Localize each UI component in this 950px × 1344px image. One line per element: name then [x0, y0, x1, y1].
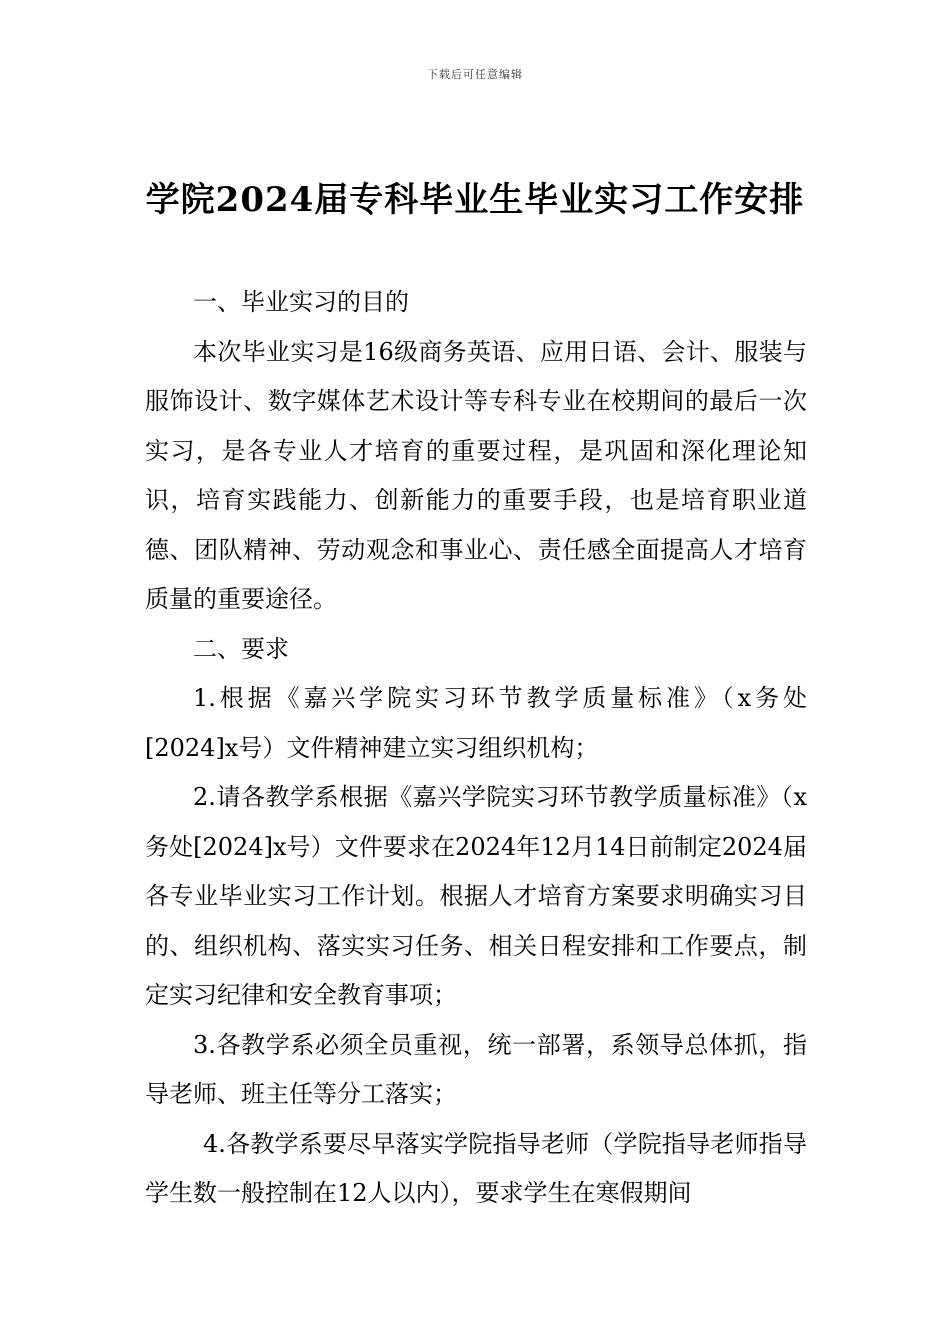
paragraph-purpose: 本次毕业实习是16级商务英语、应用日语、会计、服装与服饰设计、数字媒体艺术设计等专科专业在校期间的最后一次实习，是各专业人才培育的重要过程，是巩固和深化理论知识，培育实践能力、创新能力的重要手段，也是培育职业道德、团队精神、劳动观念和事业心、责任感全面提高人才培育质量的重要途径。 [145, 337, 807, 613]
header-note: 下载后可任意编辑 [427, 68, 523, 81]
section-heading-requirements: 二、要求 [193, 634, 289, 663]
requirement-item-1: 1.根据《嘉兴学院实习环节教学质量标准》（x务处[2024]x号）文件精神建立实习组织机构； [145, 684, 807, 762]
requirement-item-3: 3.各教学系必须全员重视，统一部署，系领导总体抓，指导老师、班主任等分工落实； [145, 1030, 807, 1108]
section-heading-purpose: 一、毕业实习的目的 [193, 288, 409, 316]
requirement-item-4: 4.各教学系要尽早落实学院指导老师（学院指导老师指导学生数一般控制在12人以内），要求学生在寒假期间 [145, 1129, 807, 1207]
document-title: 学院2024届专科毕业生毕业实习工作安排 [145, 180, 805, 220]
requirement-item-2: 2.请各教学系根据《嘉兴学院实习环节教学质量标准》（x务处[2024]x号）文件要求在2024年12月14日前制定2024届各专业毕业实习工作计划。根据人才培育方案要求明确实习目的、组织机构、落实实习任务、相关日程安排和工作要点，制定实习纪律和安全教育事项； [145, 783, 807, 1009]
document-body [145, 278, 807, 1219]
